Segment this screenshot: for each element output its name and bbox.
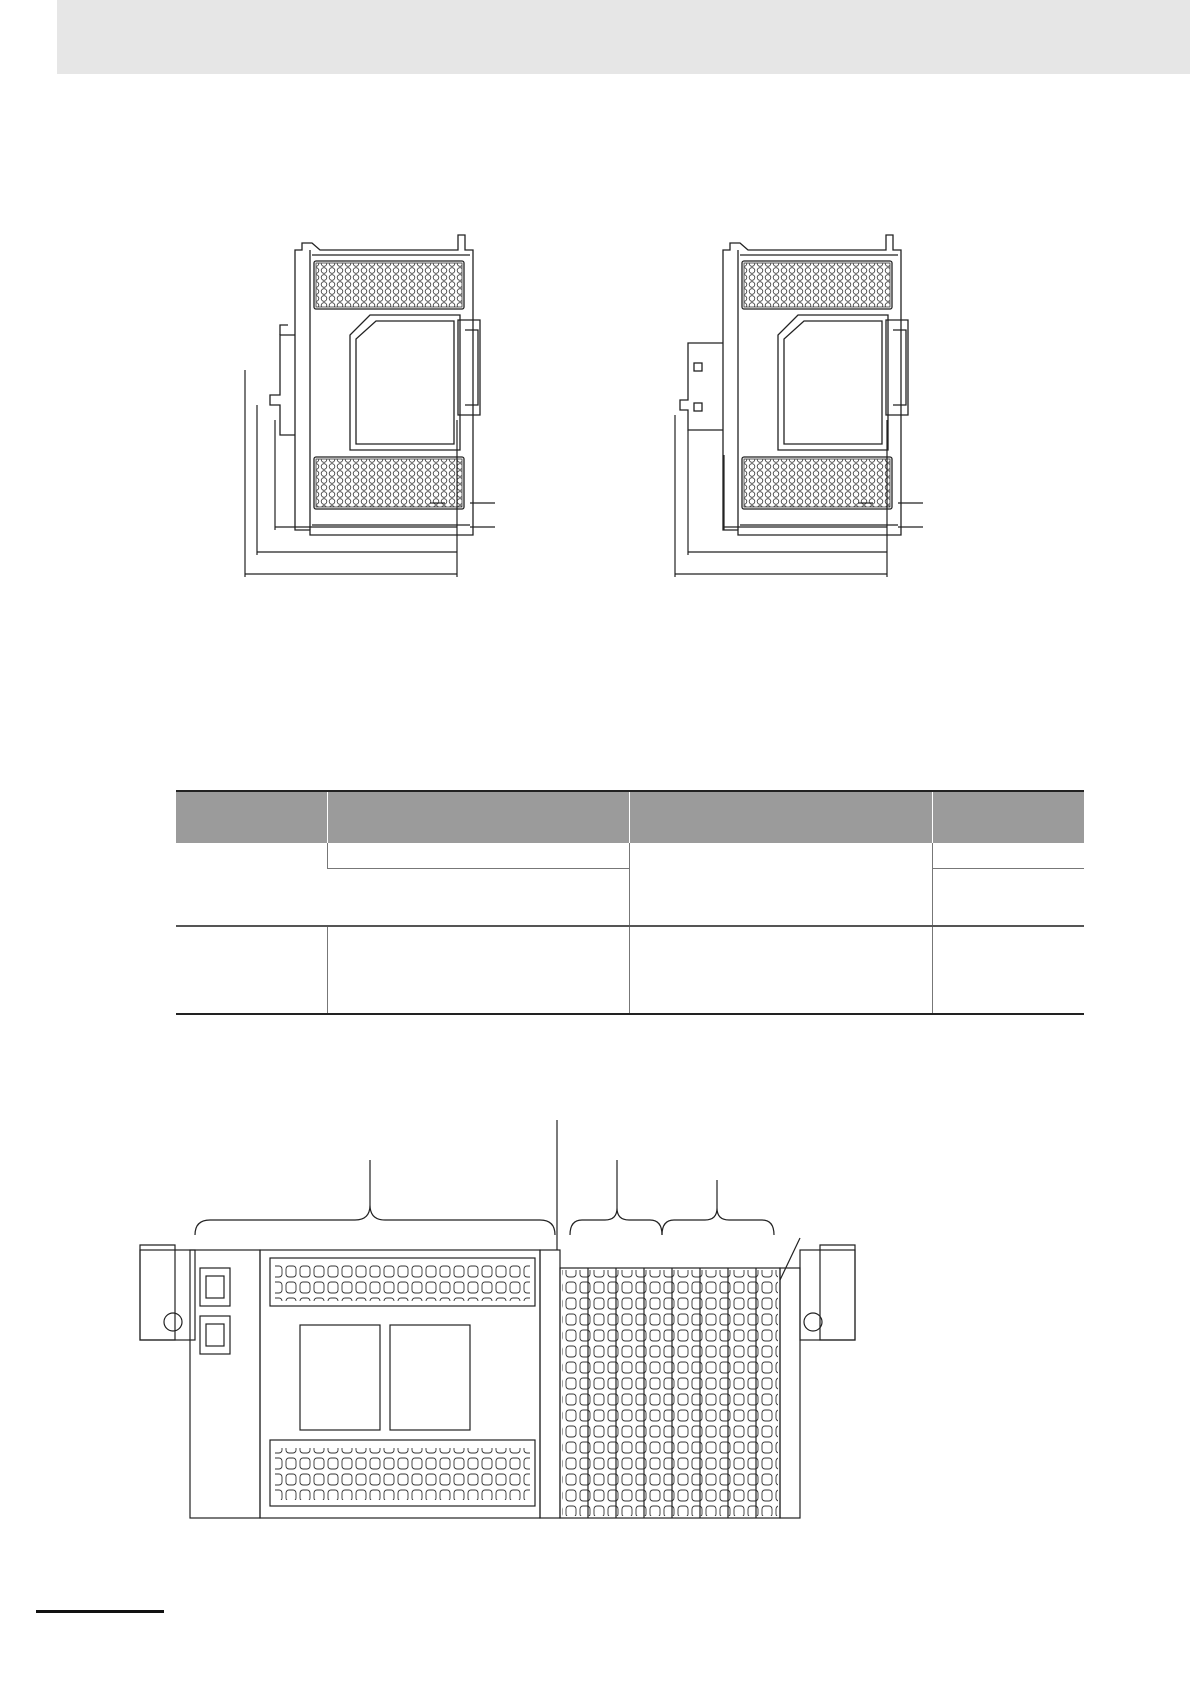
table-cell xyxy=(176,926,327,1014)
table-cell xyxy=(176,843,327,926)
table-header-cell xyxy=(176,791,327,843)
side-view-dimension-drawing-left xyxy=(240,225,540,625)
table-row xyxy=(176,926,1084,1014)
table-cell xyxy=(933,926,1084,1014)
table-cell xyxy=(327,843,630,869)
table-cell xyxy=(327,926,630,1014)
table-cell xyxy=(933,843,1084,869)
table-cell xyxy=(630,926,933,1014)
table-header-cell xyxy=(327,791,630,843)
table-cell xyxy=(630,843,933,926)
side-view-dimension-drawing-right xyxy=(668,225,968,625)
table-cell xyxy=(933,869,1084,927)
table-row xyxy=(176,843,1084,869)
table-cell xyxy=(327,869,630,927)
dimension-table xyxy=(176,790,1084,1015)
table-header-cell xyxy=(933,791,1084,843)
footer-rule xyxy=(36,1610,164,1613)
front-view-controller-with-io-units xyxy=(130,1120,930,1520)
table-header-row xyxy=(176,791,1084,843)
page-header-band xyxy=(57,0,1190,74)
table-header-cell xyxy=(630,791,933,843)
